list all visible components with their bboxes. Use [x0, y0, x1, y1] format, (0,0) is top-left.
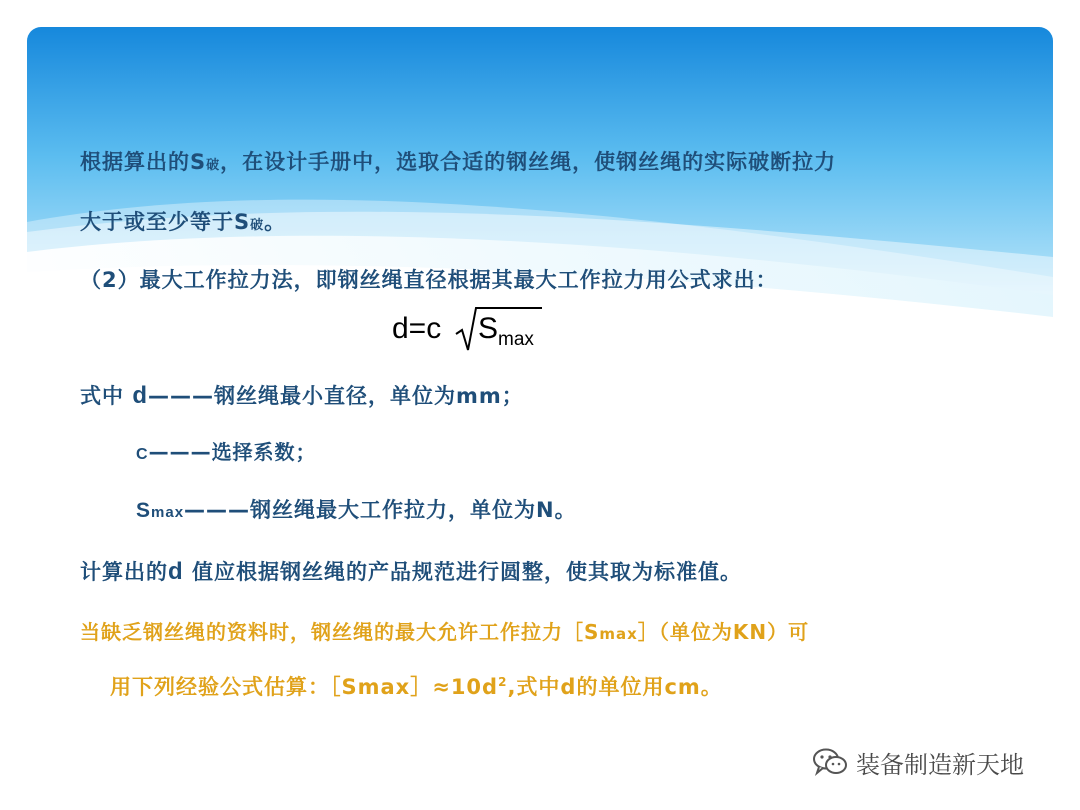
- def-d-line: [80, 384, 524, 408]
- note2-prefix: 用下列经验公式估算：［Smax］≈10d: [110, 675, 499, 699]
- watermark: [812, 742, 1024, 782]
- line1-prefix: 根据算出的S: [80, 150, 207, 174]
- calc-text: 值应根据钢丝绳的产品规范进行圆整，使其取为标准值。: [183, 560, 742, 584]
- note-line-1: [80, 622, 809, 642]
- calc-symbol: d: [168, 558, 184, 585]
- line2-subscript: 破: [250, 218, 265, 233]
- text-line-2: [80, 212, 286, 233]
- note1-prefix: 当缺乏钢丝绳的资料时，钢丝绳的最大允许工作拉力［S: [80, 620, 600, 644]
- def-s-text: ———钢丝绳最大工作拉力，单位为N。: [184, 498, 577, 522]
- line1-suffix: ，在设计手册中，选取合适的钢丝绳，使钢丝绳的实际破断拉力: [220, 150, 837, 174]
- def-s-symbol: S: [136, 499, 152, 522]
- line1-subscript: 破: [206, 158, 221, 173]
- note2-suffix: ,式中d的单位用cm。: [507, 675, 723, 699]
- def-s-subscript: max: [151, 504, 185, 521]
- note1-suffix: ］（单位为KN）可: [637, 620, 810, 644]
- note-line-2: [110, 676, 723, 698]
- watermark-text: 装备制造新天地: [856, 750, 1024, 779]
- def-c-line: [136, 442, 317, 463]
- line2-suffix: 。: [264, 210, 287, 234]
- def-d-text: ———钢丝绳最小直径，单位为mm；: [147, 384, 524, 408]
- note2-superscript: 2: [498, 675, 508, 689]
- def-d-symbol: d: [132, 382, 148, 409]
- formula-lhs: d=c: [392, 312, 442, 345]
- formula-variable: S: [478, 312, 499, 345]
- formula-image: [392, 300, 552, 356]
- def-d-prefix: 式中: [80, 384, 133, 408]
- def-c-symbol: C: [136, 446, 149, 463]
- def-s-line: [136, 500, 577, 521]
- calc-line: [80, 560, 742, 584]
- calc-prefix: 计算出的: [80, 560, 168, 584]
- text-line-1: [80, 152, 836, 173]
- wechat-icon: [812, 747, 848, 777]
- note1-subscript: max: [599, 625, 638, 643]
- line2-prefix: 大于或至少等于S: [80, 210, 251, 234]
- def-c-text: ———选择系数；: [148, 440, 317, 464]
- formula-subscript: max: [498, 329, 534, 350]
- text-line-3: （2）最大工作拉力法，即钢丝绳直径根据其最大工作拉力用公式求出：: [80, 268, 778, 292]
